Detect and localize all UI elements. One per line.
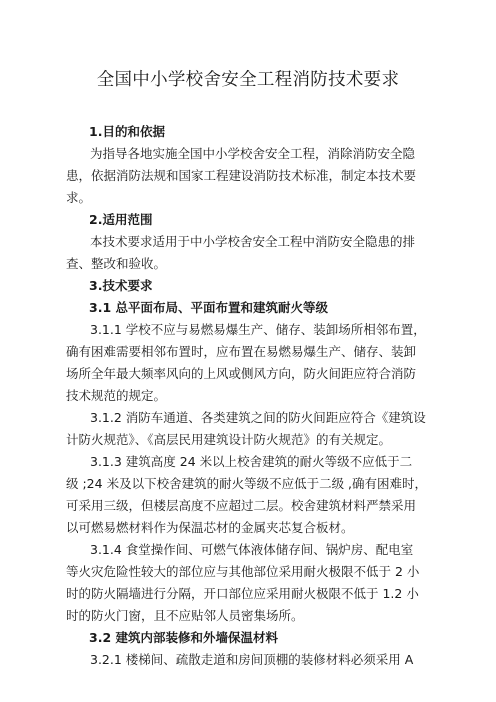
paragraph-line: 为指导各地实施全国中小学校舍安全工程，消除消防安全隐 xyxy=(90,146,416,161)
paragraph xyxy=(66,231,416,275)
section-heading: 3.技术要求 xyxy=(89,278,153,293)
paragraph-line: 技术规范的规定。 xyxy=(66,388,167,403)
paragraph-line: 级 ;24 米及以下校舍建筑的耐火等级不应低于二级 ,确有困难时， xyxy=(66,476,428,491)
section-heading: 3.2 建筑内部装修和外墙保温材料 xyxy=(89,630,278,645)
paragraph-line: 等火灾危险性较大的部位应与其他部位采用耐火极限不低于 2 小 xyxy=(66,564,420,579)
paragraph-line: 确有困难需要相邻布置时，应布置在易燃易爆生产、储存、装卸 xyxy=(66,344,417,359)
paragraph-line: 3.1.3 建筑高度 24 米以上校舍建筑的耐火等级不应低于二 xyxy=(90,454,413,469)
paragraph-line: 本技术要求适用于中小学校舍安全工程中消防安全隐患的排 xyxy=(90,234,416,249)
section-heading: 3.1 总平面布局、平面布置和建筑耐火等级 xyxy=(89,300,328,315)
paragraph xyxy=(66,407,426,451)
document-body xyxy=(66,121,428,671)
document-title: 全国中小学校舍安全工程消防技术要求 xyxy=(96,70,400,90)
paragraph xyxy=(66,649,412,671)
paragraph-line: 3.2.1 楼梯间、疏散走道和房间顶棚的装修材料必须采用 A xyxy=(90,652,414,667)
paragraph xyxy=(66,319,426,407)
paragraph-line: 3.1.1 学校不应与易燃易爆生产、储存、装卸场所相邻布置， xyxy=(90,322,426,337)
paragraph-line: 可采用三级，但楼层高度不应超过二层。校舍建筑材料严禁采用 xyxy=(66,498,417,513)
paragraph-line: 患，依据消防法规和国家工程建设消防技术标准，制定本技术要 xyxy=(66,168,417,183)
section-heading: 2.适用范围 xyxy=(89,212,153,227)
paragraph-line: 查、整改和验收。 xyxy=(66,256,167,271)
paragraph-line: 求。 xyxy=(66,190,92,205)
section-heading: 1.目的和依据 xyxy=(89,124,165,139)
paragraph-line: 时的防火门窗，且不应贴邻人员密集场所。 xyxy=(66,608,304,623)
paragraph-line: 3.1.2 消防车通道、各类建筑之间的防火间距应符合《建筑设 xyxy=(90,410,426,425)
paragraph-line: 3.1.4 食堂操作间、可燃气体液体储存间、锅炉房、配电室 xyxy=(90,542,414,557)
paragraph-line: 计防火规范》、《高层民用建筑设计防火规范》的有关规定。 xyxy=(66,432,392,447)
paragraph xyxy=(66,539,420,627)
paragraph-line: 时的防火隔墙进行分隔，开口部位应采用耐火极限不低于 1.2 小 xyxy=(66,586,419,601)
paragraph xyxy=(66,143,417,209)
paragraph-line: 场所全年最大频率风向的上风或侧风方向，防火间距应符合消防 xyxy=(66,366,417,381)
paragraph-line: 以可燃易燃材料作为保温芯材的金属夹芯复合板材。 xyxy=(66,520,354,535)
paragraph xyxy=(66,451,428,539)
